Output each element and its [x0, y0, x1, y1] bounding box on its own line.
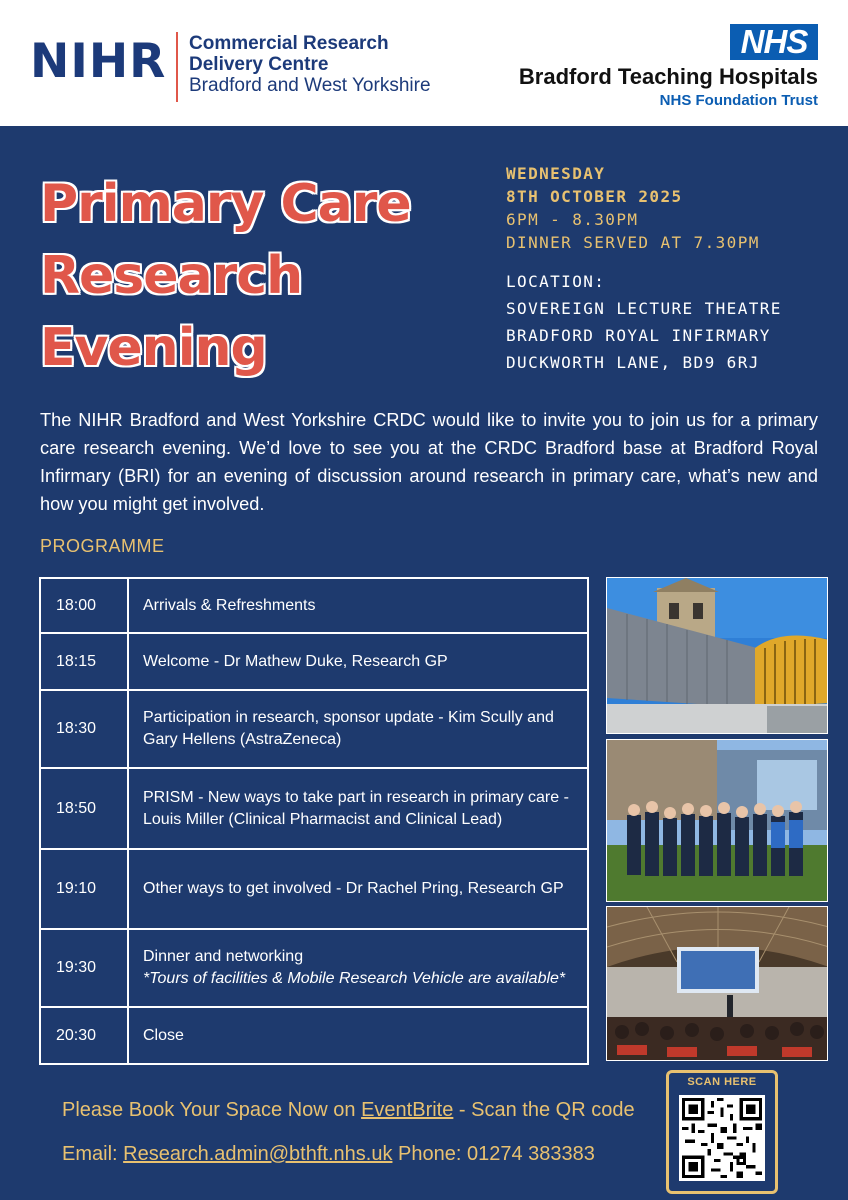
programme-item	[129, 930, 587, 1006]
programme-time: 18:15	[41, 634, 129, 689]
booking-prefix: Please Book Your Space Now on	[62, 1099, 362, 1121]
location-label: LOCATION:	[506, 272, 606, 291]
crdc-name	[189, 33, 431, 96]
title-line-2: Research	[40, 246, 303, 306]
programme-item-text: Close	[143, 1026, 184, 1044]
contact-line	[62, 1143, 595, 1166]
event-day: WEDNESDAY	[506, 164, 606, 183]
programme-table	[39, 577, 589, 1065]
group-photo	[606, 739, 828, 902]
programme-item-text: Arrivals & Refreshments	[143, 596, 316, 614]
qr-label: SCAN HERE	[687, 1076, 757, 1088]
location-line-1: SOVEREIGN LECTURE THEATRE	[506, 299, 782, 318]
trust-name: Bradford Teaching Hospitals	[518, 64, 818, 89]
event-dinner: DINNER SERVED AT 7.30PM	[506, 233, 760, 252]
programme-item	[129, 634, 587, 689]
logo-divider	[176, 32, 178, 102]
programme-time: 18:50	[41, 769, 129, 848]
qr-code-icon[interactable]	[679, 1095, 765, 1181]
programme-item-text: Participation in research, sponsor update - Kim Scully and Gary Hellens (AstraZeneca)	[143, 709, 554, 748]
crdc-line-1: Commercial Research	[189, 33, 389, 54]
programme-item-note: *Tours of facilities & Mobile Research Vehicle are available*	[143, 970, 566, 987]
location-line-2: BRADFORD ROYAL INFIRMARY	[506, 326, 771, 345]
eventbrite-link[interactable]: EventBrite	[361, 1099, 454, 1121]
programme-row	[41, 634, 587, 691]
trust-subtitle: NHS Foundation Trust	[659, 92, 818, 109]
crdc-line-2: Delivery Centre	[189, 54, 329, 75]
qr-frame	[666, 1070, 778, 1194]
event-title	[40, 168, 480, 384]
title-line-3: Evening	[40, 318, 267, 378]
title-line-1: Primary Care	[40, 174, 411, 234]
location-block	[506, 268, 782, 376]
programme-item-text: Other ways to get involved - Dr Rachel Pring, Research GP	[143, 880, 564, 897]
intro-paragraph: The NIHR Bradford and West Yorkshire CRDC would like to invite you to join us for a primary care research evening. We’d love to see you at the CRDC Bradford base at Bradford Royal Infirmary (BRI) for an evening of discussion around research in primary care, what’s new and how you might get involved.	[40, 410, 818, 514]
programme-item	[129, 850, 587, 928]
programme-item	[129, 579, 587, 632]
programme-row	[41, 1008, 587, 1063]
programme-row	[41, 579, 587, 634]
booking-line	[62, 1099, 635, 1122]
event-time: 6PM - 8.30PM	[506, 210, 639, 229]
programme-row	[41, 850, 587, 930]
programme-item-text: Welcome - Dr Mathew Duke, Research GP	[143, 652, 448, 670]
programme-time: 20:30	[41, 1008, 129, 1063]
programme-row	[41, 930, 587, 1008]
phone-number: Phone: 01274 383383	[392, 1143, 595, 1165]
programme-heading: PROGRAMME	[40, 536, 165, 556]
booking-suffix: - Scan the QR code	[453, 1099, 635, 1121]
programme-item	[129, 1008, 587, 1063]
programme-time: 18:00	[41, 579, 129, 632]
nihr-logo: NIHR	[30, 34, 167, 89]
building-photo	[606, 577, 828, 734]
location-line-3: DUCKWORTH LANE, BD9 6RJ	[506, 353, 760, 372]
programme-time: 19:10	[41, 850, 129, 928]
crdc-line-3: Bradford and West Yorkshire	[189, 75, 431, 96]
programme-item-text: Dinner and networking	[143, 948, 304, 965]
event-details	[506, 162, 782, 376]
header-bar	[0, 0, 848, 126]
programme-item	[129, 769, 587, 848]
nhs-logo: NHS	[730, 24, 818, 60]
lecture-theatre-photo	[606, 906, 828, 1061]
email-link[interactable]: Research.admin@bthft.nhs.uk	[123, 1143, 393, 1165]
programme-item	[129, 691, 587, 767]
email-label: Email:	[62, 1143, 124, 1165]
programme-item-text: PRISM - New ways to take part in research in primary care - Louis Miller (Clinical Pharmacist and Clinical Lead)	[143, 788, 569, 828]
programme-time: 19:30	[41, 930, 129, 1006]
event-date: 8TH OCTOBER 2025	[506, 187, 683, 206]
programme-time: 18:30	[41, 691, 129, 767]
programme-row	[41, 691, 587, 769]
programme-row	[41, 769, 587, 850]
